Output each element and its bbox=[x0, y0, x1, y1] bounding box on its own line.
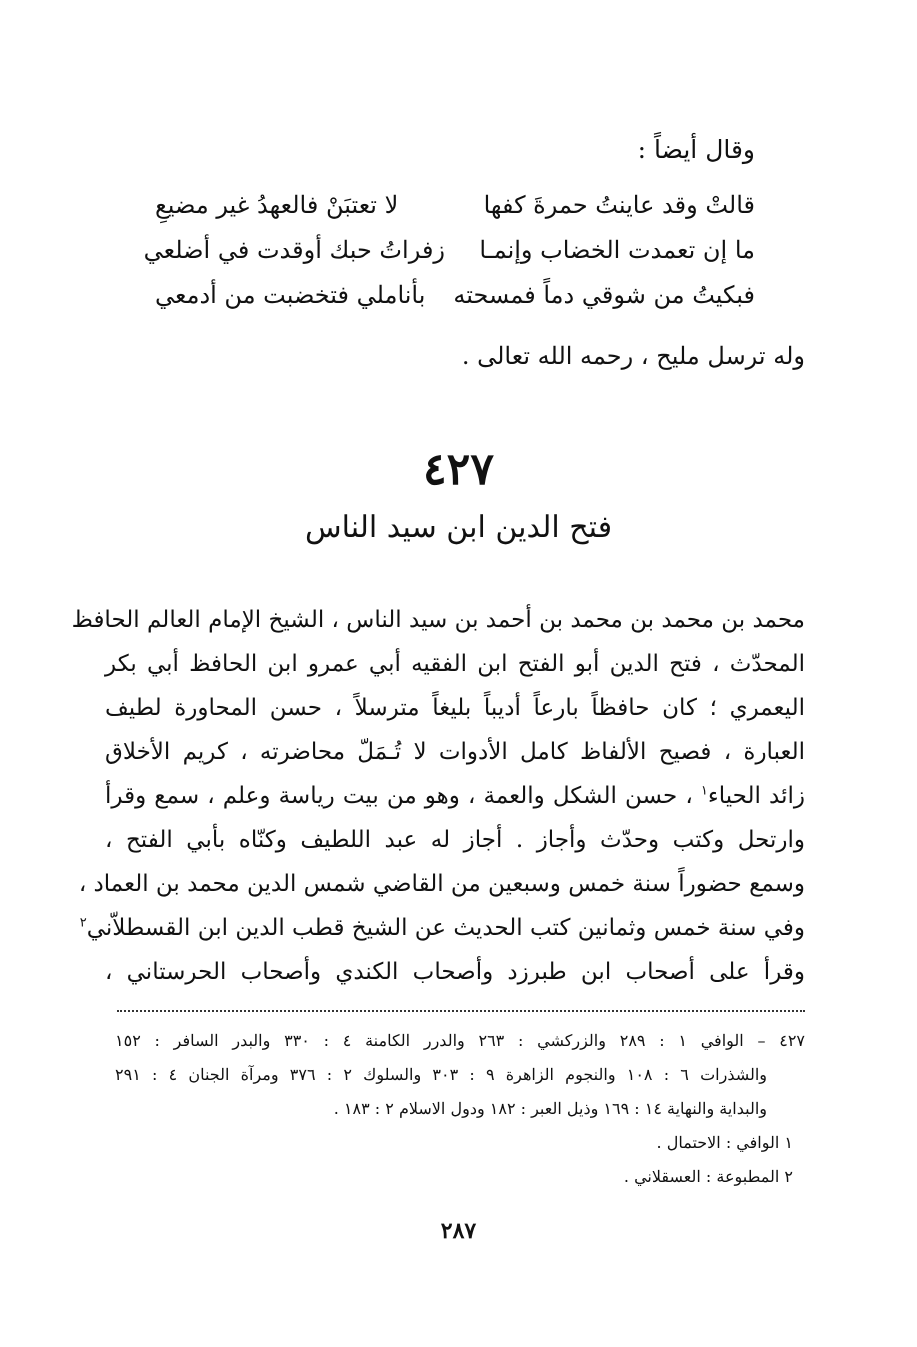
footnote-sources: والشذرات ٦ : ١٠٨ والنجوم الزاهرة ٩ : ٣٠٣ والسلوك ٢ : ٣٧٦ ومرآة الجنان ٤ : ٢٩١ bbox=[115, 1065, 768, 1084]
poem-verse bbox=[143, 227, 755, 272]
poem-verse bbox=[155, 182, 755, 227]
footnote-sources: والبداية والنهاية ١٤ : ١٦٩ وذيل العبر : ١٨٢ ودول الاسلام ٢ : ١٨٣ . bbox=[333, 1099, 767, 1118]
footnote-2: ٢ المطبوعة : العسقلاني . bbox=[623, 1167, 793, 1186]
body-line-start: زائد الحياء bbox=[707, 783, 805, 809]
closing-line: وله ترسل مليح ، رحمه الله تعالى . bbox=[461, 342, 805, 370]
verse-first-hemistich: قالتْ وقد عاينتُ حمرةَ كفها bbox=[483, 190, 755, 219]
body-line-text: وفي سنة خمس وثمانين كتب الحديث عن الشيخ قطب الدين ابن القسطلاّني bbox=[86, 915, 805, 941]
verse-first-hemistich: فبكيتُ من شوقي دماً فمسحته bbox=[453, 280, 755, 309]
poem bbox=[143, 182, 755, 317]
body-line: وسمع حضوراً سنة خمس وسبعين من القاضي شمس الدين محمد بن العماد ، bbox=[78, 871, 805, 897]
body-line-rest: ، حسن الشكل والعمة ، وهو من بيت رياسة وعلم ، سمع وقرأ bbox=[105, 783, 701, 809]
footnote-ref-2: ٢ bbox=[79, 915, 87, 931]
footnote-ref-1: ١ bbox=[700, 783, 708, 799]
verse-second-hemistich: زفراتُ حبك أوقدت في أضلعي bbox=[143, 235, 445, 264]
body-line: محمد بن محمد بن محمد بن أحمد بن سيد الناس ، الشيخ الإمام العالم الحافظ bbox=[71, 607, 805, 633]
body-line: المحدّث ، فتح الدين أبو الفتح ابن الفقيه أبي عمرو ابن الحافظ أبي بكر bbox=[105, 651, 805, 677]
body-line bbox=[105, 774, 805, 818]
footnote-1: ١ الوافي : الاحتمال . bbox=[656, 1133, 793, 1152]
footnote-divider bbox=[117, 1010, 805, 1012]
poem-verse bbox=[155, 272, 755, 317]
body-line: العبارة ، فصيح الألفاظ كامل الأدوات لا تُـمَلّ محاضرته ، كريم الأخلاق bbox=[105, 739, 805, 765]
entry-number: ٤٢٧ bbox=[423, 444, 494, 495]
footnote-sources: ٤٢٧ – الوافي ١ : ٢٨٩ والزركشي : ٢٦٣ والدرر الكامنة ٤ : ٣٣٠ والبدر السافر : ١٥٢ bbox=[115, 1031, 805, 1050]
body-line: وقرأ على أصحاب ابن طبرزد وأصحاب الكندي وأصحاب الحرستاني ، bbox=[105, 959, 805, 985]
body-line bbox=[79, 906, 805, 950]
page-number: ٢٨٧ bbox=[440, 1218, 477, 1244]
body-line: وارتحل وكتب وحدّث وأجاز . أجاز له عبد اللطيف وكنّاه بأبي الفتح ، bbox=[105, 827, 805, 853]
entry-title: فتح الدين ابن سيد الناس bbox=[304, 510, 613, 545]
verse-first-hemistich: ما إن تعمدت الخضاب وإنمـا bbox=[479, 235, 755, 264]
verse-second-hemistich: بأناملي فتخضبت من أدمعي bbox=[155, 280, 426, 309]
body-line: اليعمري ؛ كان حافظاً بارعاً أديباً بليغاً مترسلاً ، حسن المحاورة لطيف bbox=[105, 695, 805, 721]
footnotes bbox=[115, 1024, 805, 1194]
verse-second-hemistich: لا تعتبَنْ فالعهدُ غير مضيعِ bbox=[155, 190, 399, 219]
biography-text bbox=[71, 598, 805, 994]
poem-intro: وقال أيضاً : bbox=[637, 135, 755, 164]
